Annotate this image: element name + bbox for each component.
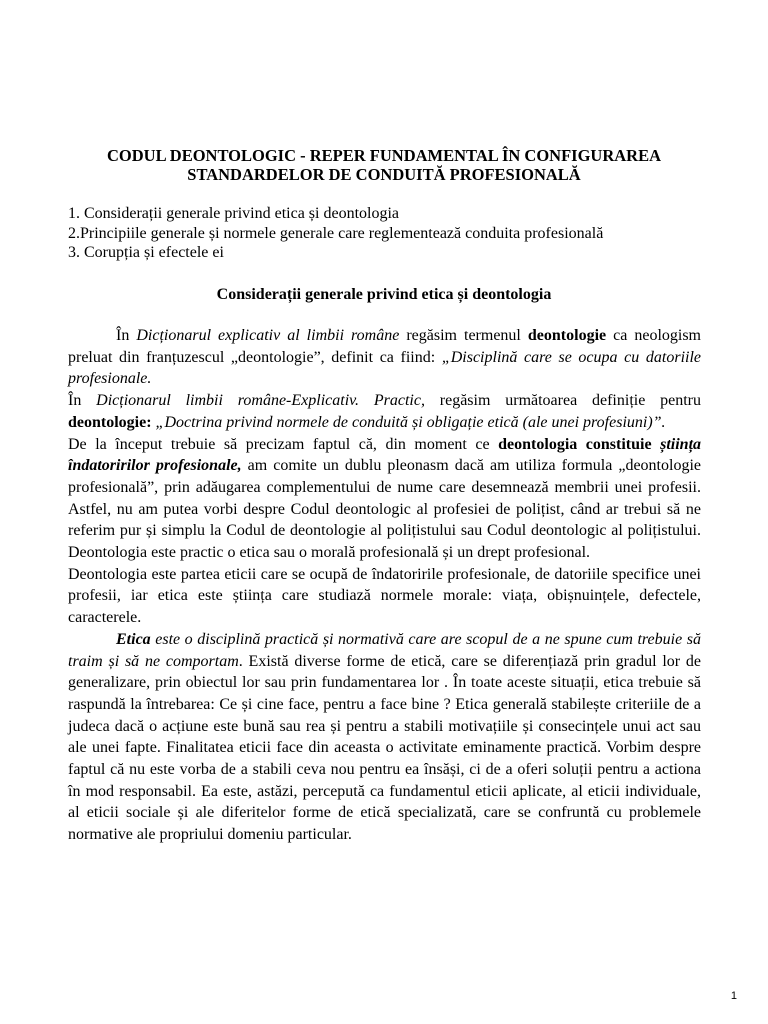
title-line-1: CODUL DEONTOLOGIC - REPER FUNDAMENTAL ÎN CONFIGURAREA <box>106 146 661 165</box>
toc-item: 1. Considerații generale privind etica și deontologia <box>68 205 400 222</box>
paragraph-3: De la început trebuie să precizam faptul că, din moment ce deontologia constituie știința îndatoririlor profesionale, am comite un dublu pleonasm dacă am utiliza formula „deontologie profesională”, prin adăugarea complementului de nume care desemnează membrii unei profesii. Astfel, nu am putea vorbi despre Codul deontologic al profesiei de polițist, când ar trebui să ne referim pur și simplu la Codul de deontologie al polițistului sau Codul deontologic al polițistului. Deontologia este practic o etica sau o morală profesională și un drept profesional. <box>68 435 702 562</box>
table-of-contents <box>68 204 708 263</box>
paragraph-5: Etica este o disciplină practică și normativă care are scopul de a ne spune cum trebuie să traim și să ne comportam. Există diverse forme de etică, care se diferențiază prin gradul lor de generalizare, prin obiectul lor sau prin fundamentarea lor . În toate aceste situații, etica trebuie să raspundă la întrebarea: Ce și cine face, pentru a face bine ? Etica generală stabilește criteriile de a judeca dacă o acțiune este bună sau rea și pentru a stabili motivațiile și consecințele unui act sau ale unei fapte. Finalitatea eticii face din aceasta o activitate eminamente practică. Vorbim despre faptul că nu este vorba de a stabili ceva nou pentru ea însăși, ci de a oferi soluții pentru a actiona în mod responsabil. Ea este, astăzi, percepută ca fundamentul eticii aplicate, al eticii individuale, al eticii sociale și ale diferitelor forme de etică specializată, care se confruntă cu problemele normative ale propriului domeniu particular. <box>68 630 701 844</box>
toc-item: 3. Corupția și efectele ei <box>68 244 224 261</box>
section-heading: Considerații generale privind etica și deontologia <box>216 286 552 303</box>
document-title <box>60 146 708 184</box>
page-number: 1 <box>730 990 737 1002</box>
toc-item: 2.Principiile generale și normele generale care reglementează conduita profesională <box>68 224 604 242</box>
body-text <box>68 325 701 846</box>
title-line-2: STANDARDELOR DE CONDUITĂ PROFESIONALĂ <box>187 165 581 184</box>
paragraph-1: În Dicționarul explicativ al limbii române regăsim termenul deontologie ca neologism preluat din franțuzescul „deontologie”, definit ca fiind: „Disciplină care se ocupa cu datoriile profesionale. <box>68 327 702 388</box>
paragraph-4: Deontologia este partea eticii care se ocupă de îndatoririle profesionale, de datoriile specifice unei profesii, iar etica este știința care studiază normele morale: viața, obișnuințele, defectele, caracterele. <box>68 565 701 627</box>
paragraph-2: În Dicționarul limbii române-Explicativ. Practic, regăsim următoarea definiție pentru deontologie: „Doctrina privind normele de conduită și obligație etică (ale unei profesiuni)”. <box>68 392 701 431</box>
